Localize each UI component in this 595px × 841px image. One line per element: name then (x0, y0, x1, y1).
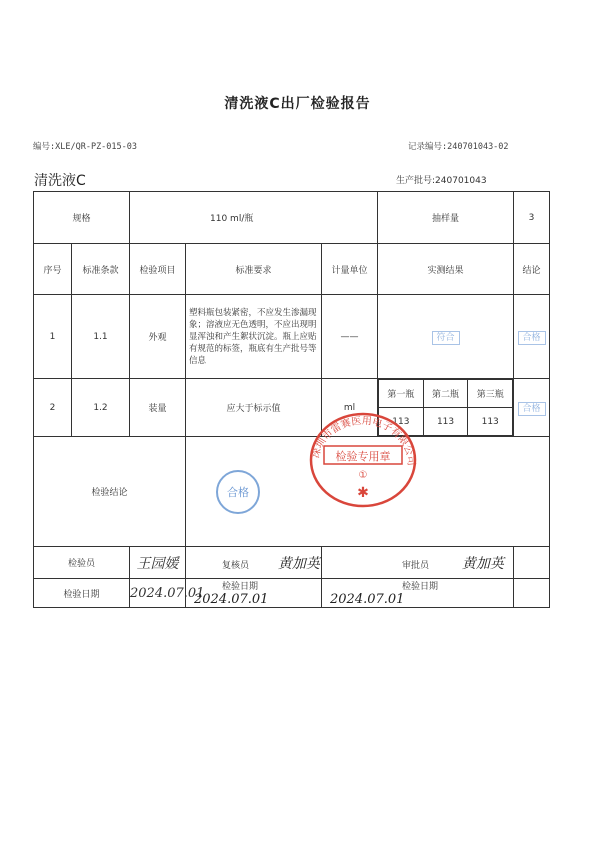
date3-label: 检验日期 (402, 582, 439, 592)
inspection-seal (300, 404, 426, 512)
bottle-value-2: 113 (423, 408, 468, 436)
approver-cell (322, 547, 514, 579)
table-row (34, 379, 550, 437)
row2-item: 装量 (130, 379, 186, 437)
doc-code (33, 140, 137, 152)
date2-cell (186, 579, 322, 608)
bottle-header-2: 第二瓶 (423, 380, 468, 408)
row1-clause: 1.1 (72, 295, 130, 379)
header-conclusion: 结论 (514, 244, 550, 295)
date1-label: 检验日期 (34, 579, 130, 608)
row2-conclusion-cell (514, 379, 550, 437)
row2-unit: ml (322, 379, 378, 437)
date2-label: 检验日期 (222, 582, 259, 592)
row1-unit: —— (322, 295, 378, 379)
pass-stamp (216, 470, 260, 514)
header-result: 实测结果 (378, 244, 514, 295)
date3-value: 2024.07.01 (330, 592, 405, 607)
product-name: 清洗液C (34, 173, 86, 189)
sample-label: 抽样量 (378, 192, 514, 244)
header-no: 序号 (34, 244, 72, 295)
bottle-header-1: 第一瓶 (379, 380, 424, 408)
inspector-label: 检验员 (34, 547, 130, 579)
row1-requirement: 塑料瓶包装紧密，不应发生渗漏现象；溶液应无色透明，不应出现明显浑浊和产生絮状沉淀。瓶上应贴有规范的标签，瓶底有生产批号等信息 (186, 295, 322, 379)
pass-stamp-text: 合格 (227, 485, 250, 499)
row1-result: 符合 (432, 331, 460, 345)
sample-value: 3 (514, 192, 550, 244)
spec-label: 规格 (34, 192, 130, 244)
record-number (408, 140, 509, 152)
seal-center-text: 检验专用章 (335, 450, 391, 463)
row2-no: 2 (34, 379, 72, 437)
batch-label: 生产批号: (396, 176, 436, 186)
conclusion-label: 检验结论 (34, 437, 186, 547)
doc-code-prefix: 编号: (33, 142, 56, 152)
record-label: 记录编号: (408, 142, 448, 152)
row2-requirement: 应大于标示值 (186, 379, 322, 437)
seal-star-icon: ✱ (357, 485, 369, 501)
approver-label: 审批员 (402, 560, 430, 571)
row1-no: 1 (34, 295, 72, 379)
header-unit: 计量单位 (322, 244, 378, 295)
date3-cell (322, 579, 514, 608)
reviewer-signature: 黄加英 (277, 555, 320, 572)
record-value: 240701043-02 (447, 142, 509, 152)
spec-value: 110 ml/瓶 (130, 192, 378, 244)
inspector-signature: 王园媛 (130, 547, 186, 579)
header-clause: 标准条款 (72, 244, 130, 295)
date2-value: 2024.07.01 (194, 592, 269, 607)
document-title: 清洗液C出厂检验报告 (224, 96, 371, 112)
row1-conclusion: 合格 (518, 331, 546, 345)
reviewer-label-cell (186, 547, 322, 579)
row2-conclusion: 合格 (518, 402, 546, 416)
row1-conclusion-cell (514, 295, 550, 379)
bottle-header-3: 第三瓶 (468, 380, 513, 408)
inspection-table (33, 191, 550, 608)
approver-spacer (514, 547, 550, 579)
header-requirement: 标准要求 (186, 244, 322, 295)
date1-value: 2024.07.01 (130, 579, 186, 608)
header-item: 检验项目 (130, 244, 186, 295)
reviewer-label: 复核员 (222, 560, 250, 571)
row1-item: 外观 (130, 295, 186, 379)
bottle-value-3: 113 (468, 408, 513, 436)
seal-number: ① (358, 470, 368, 481)
batch-value: 240701043 (435, 176, 487, 186)
batch-number (396, 173, 487, 186)
date3-spacer (514, 579, 550, 608)
seal-ring-text: 深圳市雷赛医用电子有限公司 (310, 415, 417, 467)
row1-result-cell (378, 295, 514, 379)
bottle-value-1: 113 (379, 408, 424, 436)
approver-signature: 黄加英 (461, 555, 504, 572)
row2-clause: 1.2 (72, 379, 130, 437)
doc-code-value: XLE/QR-PZ-015-03 (55, 142, 138, 152)
table-row (34, 295, 550, 379)
